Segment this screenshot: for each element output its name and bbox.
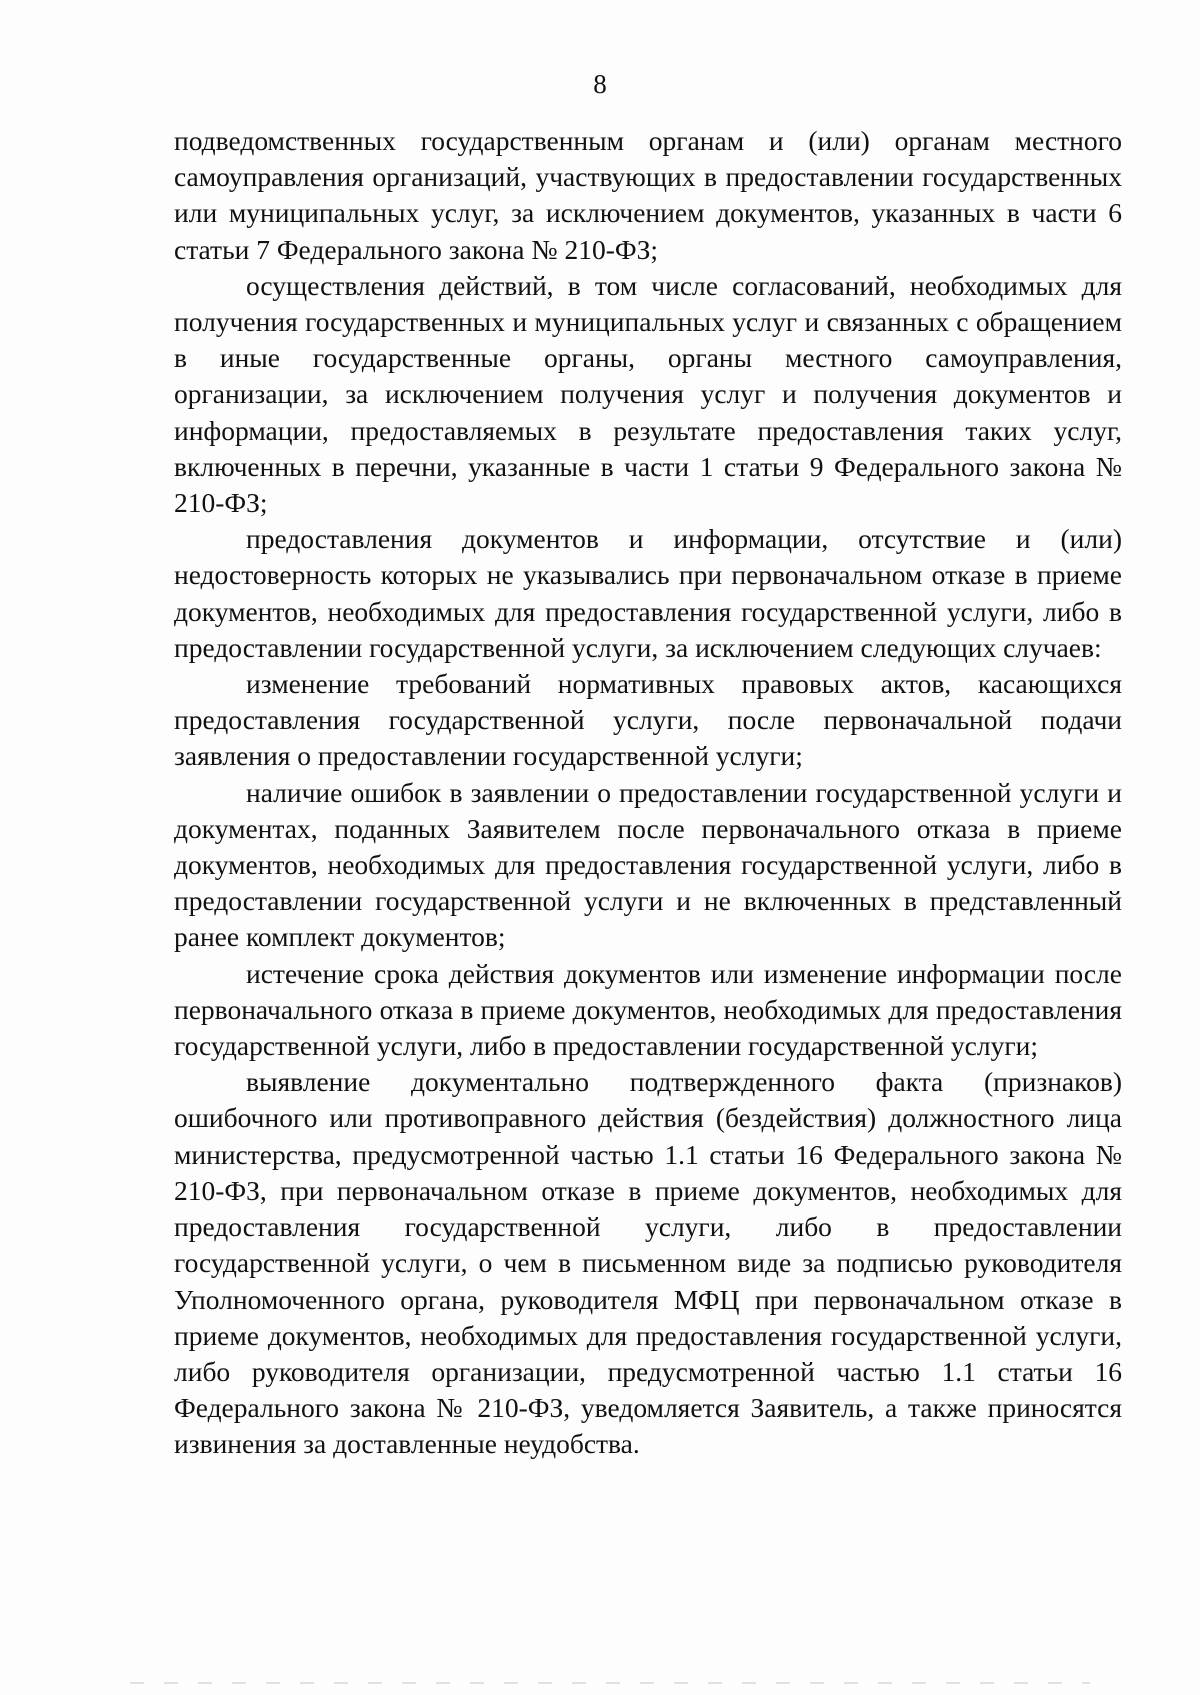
paragraph-documents-information: предоставления документов и информации, отсутствие и (или) недостоверность которых не указывались при первоначальном отказе в приеме документов, необходимых для предоставления государственной услуги, либо в предоставлении государственной услуги, за исключением следующих случаев: (174, 523, 1122, 663)
paragraph-continuation: подведомственных государственным органам и (или) органам местного самоуправления организаций, участвующих в предоставлении государственных или муниципальных услуг, за исключением документов, указанных в части 6 статьи 7 Федерального закона № 210-ФЗ; (174, 125, 1122, 265)
paragraph-requirements-change: изменение требований нормативных правовых актов, касающихся предоставления государственной услуги, после первоначальной подачи заявления о предоставлении государственной услуги; (174, 668, 1122, 772)
paragraph-errors-in-application: наличие ошибок в заявлении о предоставлении государственной услуги и документах, поданных Заявителем после первоначального отказа в приеме документов, необходимых для предоставления государственной услуги, либо в предоставлении государственной услуги и не включенных в представленный ранее комплект документов; (174, 776, 1122, 953)
paragraph-actions-approvals: осуществления действий, в том числе согласований, необходимых для получения государственных и муниципальных услуг и связанных с обращением в иные государственные органы, органы местного самоуправления, организации, за исключением получения услуг и получения документов и информации, предоставляемых в результате предоставления таких услуг, включенных в перечни, указанные в части 1 статьи 9 Федерального закона № 210-ФЗ; (174, 269, 1122, 519)
paragraph-erroneous-action: выявление документально подтвержденного факта (признаков) ошибочного или противоправного действия (бездействия) должностного лица министерства, предусмотренной частью 1.1 статьи 16 Федерального закона № 210-ФЗ, при первоначальном отказе в приеме документов, необходимых для предоставления государственной услуги, либо в предоставлении государственной услуги, о чем в письменном виде за подписью руководителя Уполномоченного органа, руководителя МФЦ при первоначальном отказе в приеме документов, необходимых для предоставления государственной услуги, либо руководителя организации, предусмотренной частью 1.1 статьи 16 Федерального закона № 210-ФЗ, уведомляется Заявитель, а также приносятся извинения за доставленные неудобства. (174, 1066, 1122, 1460)
scan-artifact-line (130, 1682, 1090, 1684)
document-body (174, 123, 1122, 1463)
page-number: 8 (593, 69, 607, 99)
paragraph-document-expiry: истечение срока действия документов или изменение информации после первоначального отказа в приеме документов, необходимых для предоставления государственной услуги, либо в предоставлении государственной услуги; (174, 957, 1122, 1062)
